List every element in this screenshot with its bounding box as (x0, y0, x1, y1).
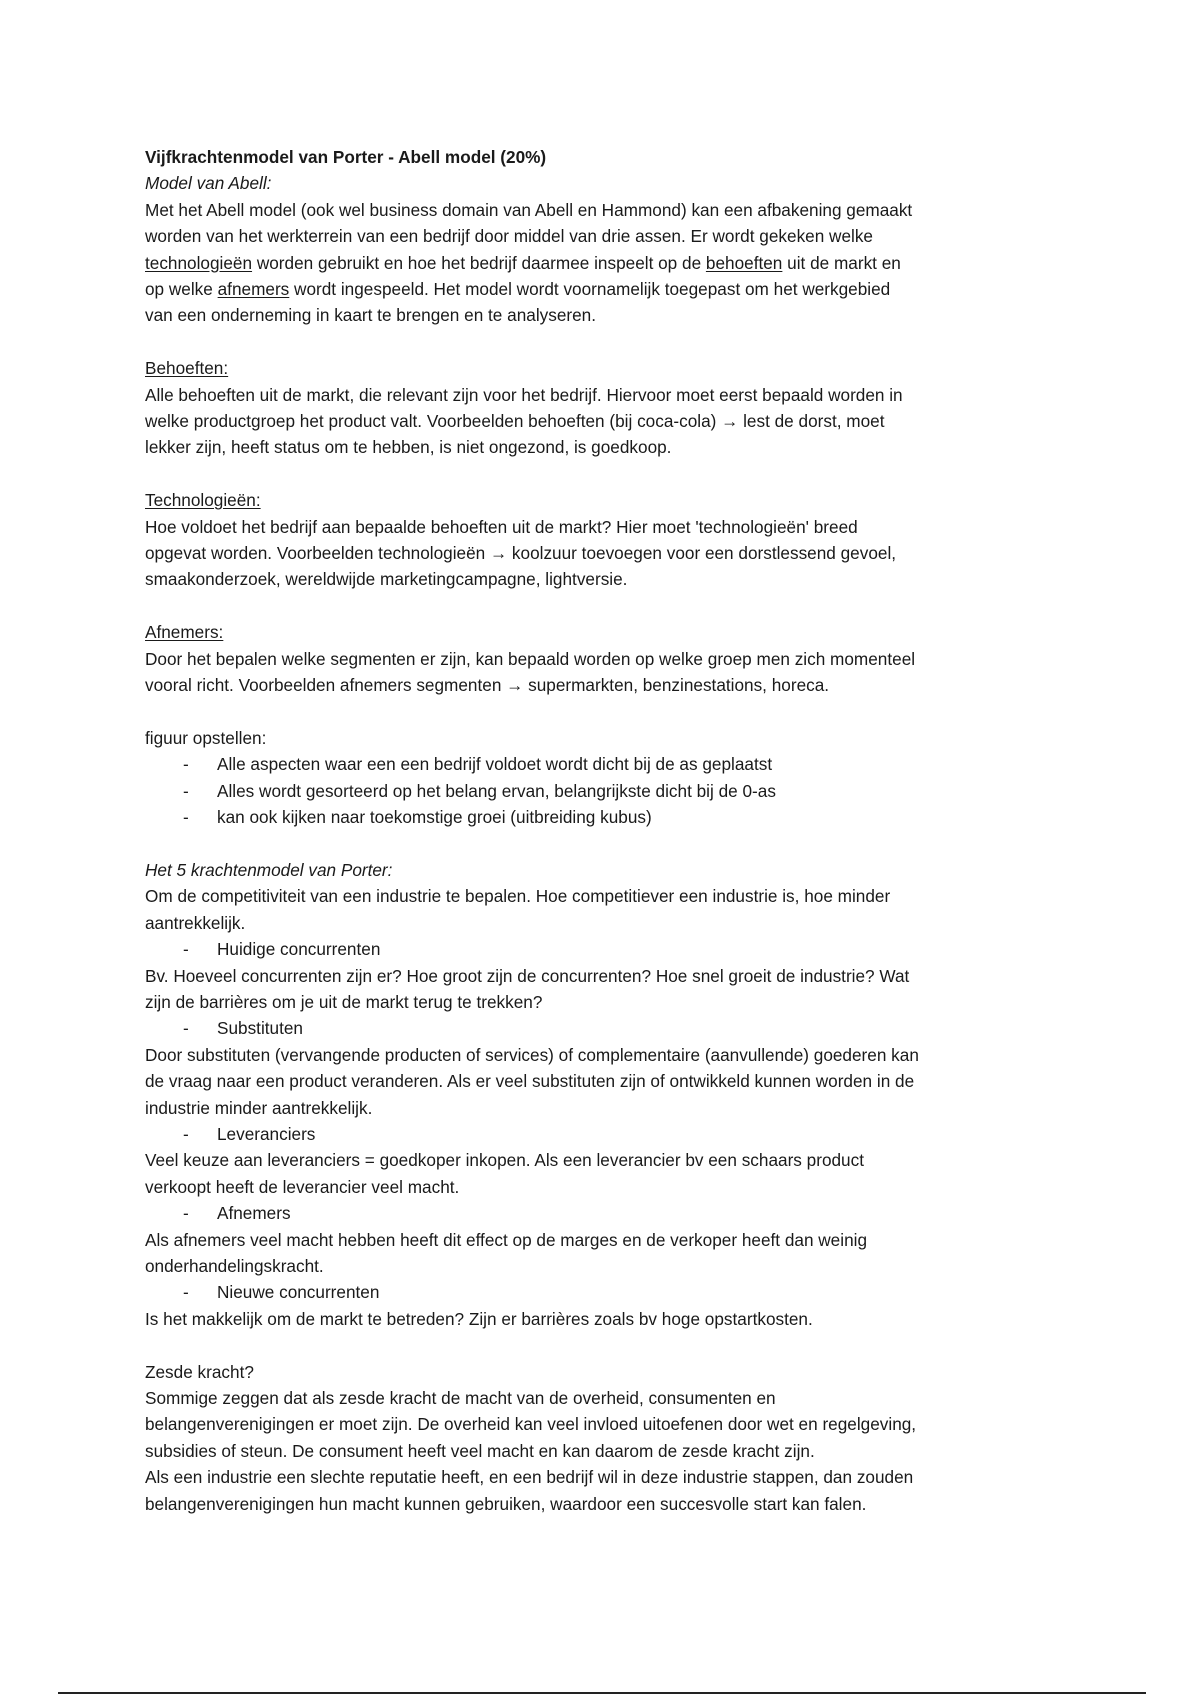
spacer (145, 593, 1065, 619)
force-name: Leveranciers (217, 1123, 316, 1144)
abell-line-4-text-a: op welke (145, 279, 218, 300)
bullet-dash: - (183, 939, 189, 960)
force-text-line: Als afnemers veel macht hebben heeft dit effect op de marges en de verkoper heeft dan weinig (145, 1229, 868, 1250)
force-name: Substituten (217, 1018, 303, 1039)
abell-line-3-text-a: worden gebruikt en hoe het bedrijf daarmee inspeelt op de (252, 252, 706, 273)
behoeften-heading: Behoeften: (145, 358, 229, 379)
zesde-heading: Zesde kracht? (145, 1361, 254, 1382)
porter-intro-line-2: aantrekkelijk. (145, 912, 246, 933)
bullet-dash: - (183, 1123, 189, 1144)
force-huidige-concurrenten (145, 936, 1065, 962)
force-text-line: de vraag naar een product veranderen. Als er veel substituten zijn of ontwikkeld kunnen worden in de (145, 1071, 915, 1092)
document-page (145, 144, 1065, 1517)
behoeften-line-3: lekker zijn, heeft status om te hebben, is niet ongezond, is goedkoop. (145, 437, 672, 458)
force-text-line: zijn de barrières om je uit de markt terug te trekken? (145, 991, 543, 1012)
bullet-dash: - (183, 780, 189, 801)
zesde-line-3: subsidies of steun. De consument heeft veel macht en kan daarom de zesde kracht zijn. (145, 1440, 815, 1461)
behoeften-line-1: Alle behoeften uit de markt, die relevant zijn voor het bedrijf. Hiervoor moet eerst bepaald worden in (145, 384, 903, 405)
zesde-line-1: Sommige zeggen dat als zesde kracht de macht van de overheid, consumenten en (145, 1388, 776, 1408)
behoeften-line-2: welke productgroep het product valt. Voorbeelden behoeften (bij coca-cola) → lest de dorst, moet (145, 411, 885, 432)
afnemers-line-1: Door het bepalen welke segmenten er zijn, kan bepaald worden op welke groep men zich momenteel (145, 648, 916, 669)
force-substituten (145, 1015, 1065, 1041)
technologieen-line-2: opgevat worden. Voorbeelden technologieën → koolzuur toevoegen voor een dorstlessend gevoel, (145, 543, 897, 564)
underlined-technologieen: technologieën (145, 252, 253, 273)
spacer (145, 1332, 1065, 1358)
document-title: Vijfkrachtenmodel van Porter - Abell model (20%) (145, 147, 547, 167)
force-text-line: Door substituten (vervangende producten of services) of complementaire (aanvullende) goederen kan (145, 1044, 919, 1065)
force-text-line: Veel keuze aan leveranciers = goedkoper inkopen. Als een leverancier bv een schaars product (145, 1150, 864, 1171)
spacer (145, 329, 1065, 355)
list-item (145, 778, 1065, 804)
spacer (145, 461, 1065, 487)
bullet-dash: - (183, 1018, 189, 1039)
abell-line-3 (145, 250, 1065, 276)
footer-divider (58, 1692, 1146, 1694)
technologieen-heading: Technologieën: (145, 490, 261, 511)
force-nieuwe-concurrenten (145, 1279, 1065, 1305)
spacer (145, 831, 1065, 857)
abell-line-2: worden van het werkterrein van een bedrijf door middel van drie assen. Er wordt gekeken welke (145, 226, 873, 247)
technologieen-line-3: smaakonderzoek, wereldwijde marketingcampagne, lightversie. (145, 569, 628, 590)
force-leveranciers (145, 1121, 1065, 1147)
zesde-line-4: Als een industrie een slechte reputatie heeft, en een bedrijf wil in deze industrie stappen, dan zouden (145, 1467, 914, 1488)
spacer (145, 698, 1065, 724)
underlined-behoeften: behoeften (705, 252, 783, 273)
list-item-text: kan ook kijken naar toekomstige groei (uitbreiding kubus) (217, 807, 652, 828)
bullet-dash: - (183, 1282, 189, 1303)
list-item (145, 751, 1065, 777)
force-name: Huidige concurrenten (217, 939, 381, 960)
abell-line-5: van een onderneming in kaart te brengen en te analyseren. (145, 305, 597, 326)
force-text-line: industrie minder aantrekkelijk. (145, 1097, 373, 1118)
underlined-afnemers: afnemers (217, 279, 290, 300)
force-name: Nieuwe concurrenten (217, 1282, 380, 1303)
force-text-line: Bv. Hoeveel concurrenten zijn er? Hoe groot zijn de concurrenten? Hoe snel groeit de industrie? Wat (145, 965, 910, 986)
force-text-line: verkoopt heeft de leverancier veel macht. (145, 1176, 460, 1197)
abell-line-4-text-b: wordt ingespeeld. Het model wordt voornamelijk toegepast om het werkgebied (289, 279, 891, 300)
abell-line-3-text-b: uit de markt en (782, 252, 901, 273)
figuur-heading: figuur opstellen: (145, 727, 267, 748)
list-item-text: Alle aspecten waar een een bedrijf voldoet wordt dicht bij de as geplaatst (217, 754, 773, 775)
force-afnemers (145, 1200, 1065, 1226)
afnemers-heading: Afnemers: (145, 622, 224, 643)
zesde-line-2: belangenverenigingen er moet zijn. De overheid kan veel invloed uitoefenen door wet en regelgeving, (145, 1414, 917, 1435)
force-text-line: Is het makkelijk om de markt te betreden? Zijn er barrières zoals bv hoge opstartkosten. (145, 1308, 813, 1329)
list-item (145, 804, 1065, 830)
bullet-dash: - (183, 754, 189, 775)
abell-line-4 (145, 276, 1065, 302)
technologieen-line-1: Hoe voldoet het bedrijf aan bepaalde behoeften uit de markt? Hier moet 'technologieën' breed (145, 516, 858, 537)
bullet-dash: - (183, 807, 189, 828)
afnemers-line-2: vooral richt. Voorbeelden afnemers segmenten → supermarkten, benzinestations, horeca. (145, 675, 830, 696)
porter-heading: Het 5 krachtenmodel van Porter: (145, 859, 393, 880)
force-name: Afnemers (217, 1203, 291, 1224)
porter-intro-line-1: Om de competitiviteit van een industrie te bepalen. Hoe competitiever een industrie is, hoe minder (145, 886, 891, 907)
zesde-line-5: belangenverenigingen hun macht kunnen gebruiken, waardoor een succesvolle start kan falen. (145, 1493, 867, 1514)
abell-line-1: Met het Abell model (ook wel business domain van Abell en Hammond) kan een afbakening gemaakt (145, 199, 913, 220)
list-item-text: Alles wordt gesorteerd op het belang ervan, belangrijkste dicht bij de 0-as (217, 780, 776, 801)
force-text-line: onderhandelingskracht. (145, 1255, 324, 1276)
bullet-dash: - (183, 1203, 189, 1224)
abell-heading: Model van Abell: (145, 173, 272, 194)
